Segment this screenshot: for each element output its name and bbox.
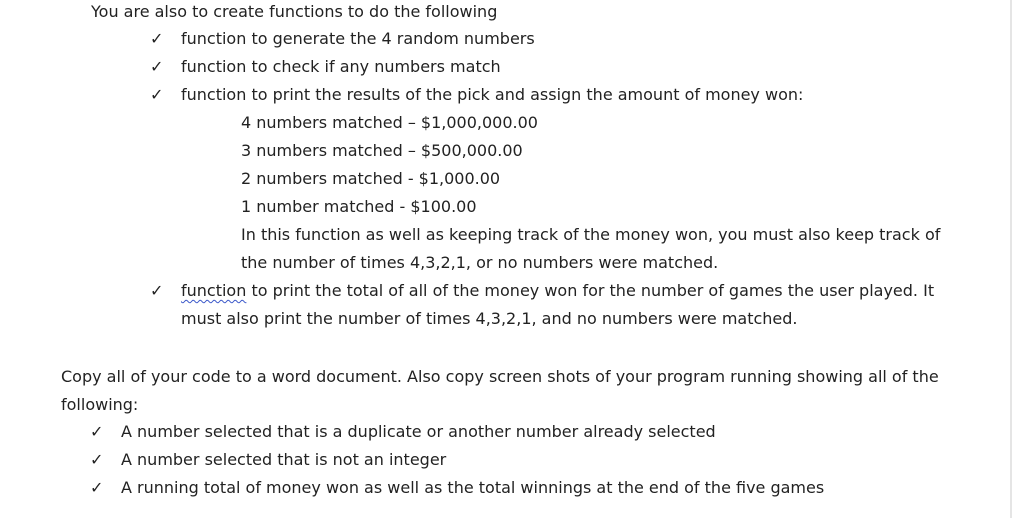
function-item: function to print the results of the pick and assign the amount of money won: [181,85,804,104]
intro-text: You are also to create functions to do the following [91,2,498,21]
checkmark-icon: ✓ [150,281,164,300]
checkmark-icon: ✓ [150,85,164,104]
prize-item: 3 numbers matched – $500,000.00 [241,141,523,160]
spellcheck-flagged-word: function [181,281,247,300]
prize-item: 4 numbers matched – $1,000,000.00 [241,113,538,132]
copy-instruction: Copy all of your code to a word document. Also copy screen shots of your program running showing all of the [61,367,939,386]
total-function-text: to print the total of all of the money won for the number of games the user played. It [246,281,935,300]
checkmark-icon: ✓ [90,450,104,469]
total-function-text: must also print the number of times 4,3,2,1, and no numbers were matched. [181,309,798,328]
function-item: function to generate the 4 random numbers [181,29,535,48]
tracking-note: the number of times 4,3,2,1, or no numbers were matched. [241,253,719,272]
screenshot-item: A number selected that is a duplicate or another number already selected [121,422,716,441]
checkmark-icon: ✓ [150,29,164,48]
function-item: function to check if any numbers match [181,57,501,76]
checkmark-icon: ✓ [150,57,164,76]
screenshot-item: A number selected that is not an integer [121,450,447,469]
total-function-item [181,281,934,301]
checkmark-icon: ✓ [90,478,104,497]
checkmark-icon: ✓ [90,422,104,441]
prize-item: 1 number matched - $100.00 [241,197,477,216]
tracking-note: In this function as well as keeping track of the money won, you must also keep track of [241,225,941,244]
copy-instruction: following: [61,395,139,414]
screenshot-item: A running total of money won as well as the total winnings at the end of the five games [121,478,825,497]
prize-item: 2 numbers matched - $1,000.00 [241,169,501,188]
